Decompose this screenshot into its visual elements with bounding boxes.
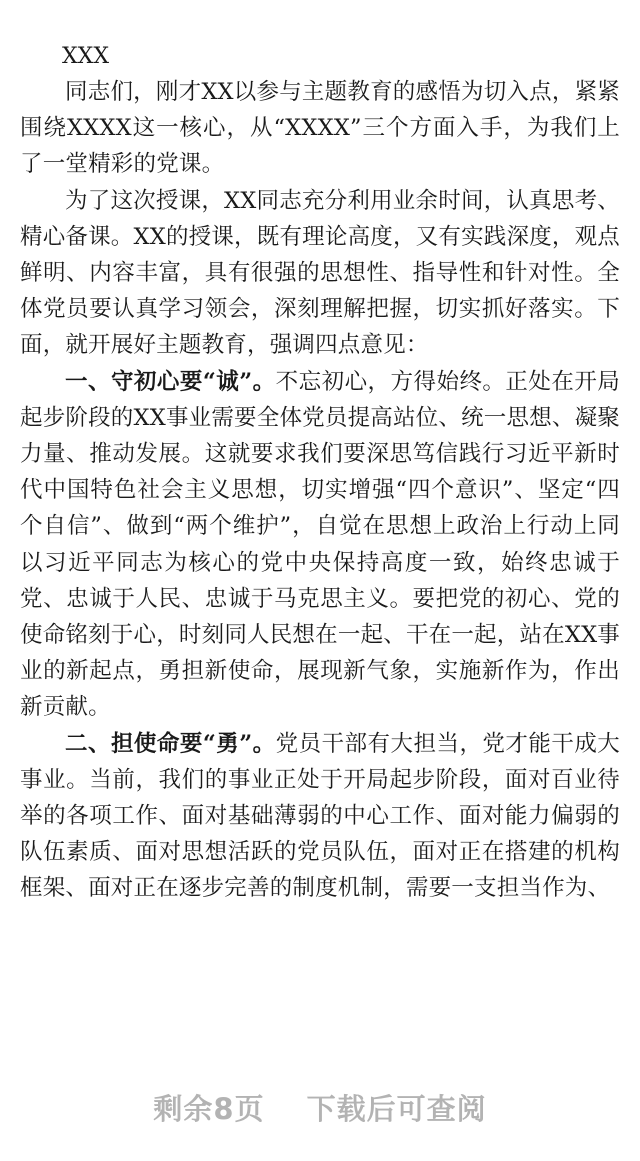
paragraph-1-text: 同志们，刚才XX以参与主题教育的感悟为切入点，紧紧围绕XXXX这一核心，从“XXXX”三个方面入手，为我们上了一堂精彩的党课。 [20,79,620,178]
paragraph-4 [20,726,620,907]
download-to-view-label[interactable]: 下载后可查阅 [306,1091,487,1126]
paragraph-3 [20,364,620,726]
paragraph-4-text: 党员干部有大担当，党才能干成大事业。当前，我们的事业正处于开局起步阶段，面对百业待举的各项工作、面对基础薄弱的中心工作、面对能力偏弱的队伍素质、面对思想活跃的党员队伍，面对正在搭建的机构框架、面对正在逐步完善的制度机制，需要一支担当作为、 [20,730,620,902]
section-1-heading: 一、守初心要“诚”。 [65,368,276,395]
remaining-pages-label[interactable]: 剩余8页 [153,1091,265,1126]
paragraph-3-text: 不忘初心，方得始终。正处在开局起步阶段的XX事业需要全体党员提高站位、统一思想、凝聚力量、推动发展。这就要求我们要深思笃信践行习近平新时代中国特色社会主义思想，切实增强“四个意识”、坚定“四个自信”、做到“两个维护”，自觉在思想上政治上行动上同以习近平同志为核心的党中央保持高度一致，始终忠诚于党、忠诚于人民、忠诚于马克思主义。要把党的初心、党的使命铭刻于心，时刻同人民想在一起、干在一起，站在XX事业的新起点，勇担新使命，展现新气象，实施新作为，作出新贡献。 [20,368,620,721]
paragraph-2-text: 为了这次授课，XX同志充分利用业余时间，认真思考、精心备课。XX的授课，既有理论高度，又有实践深度，观点鲜明、内容丰富，具有很强的思想性、指导性和针对性。全体党员要认真学习领会，深刻理解把握，切实抓好落实。下面，就开展好主题教育，强调四点意见： [20,187,620,359]
paragraph-2 [20,183,620,364]
download-prompt[interactable] [0,1082,640,1132]
paragraph-1 [20,74,620,183]
section-2-heading: 二、担使命要“勇”。 [65,730,276,757]
document-header: XXX [62,44,109,69]
